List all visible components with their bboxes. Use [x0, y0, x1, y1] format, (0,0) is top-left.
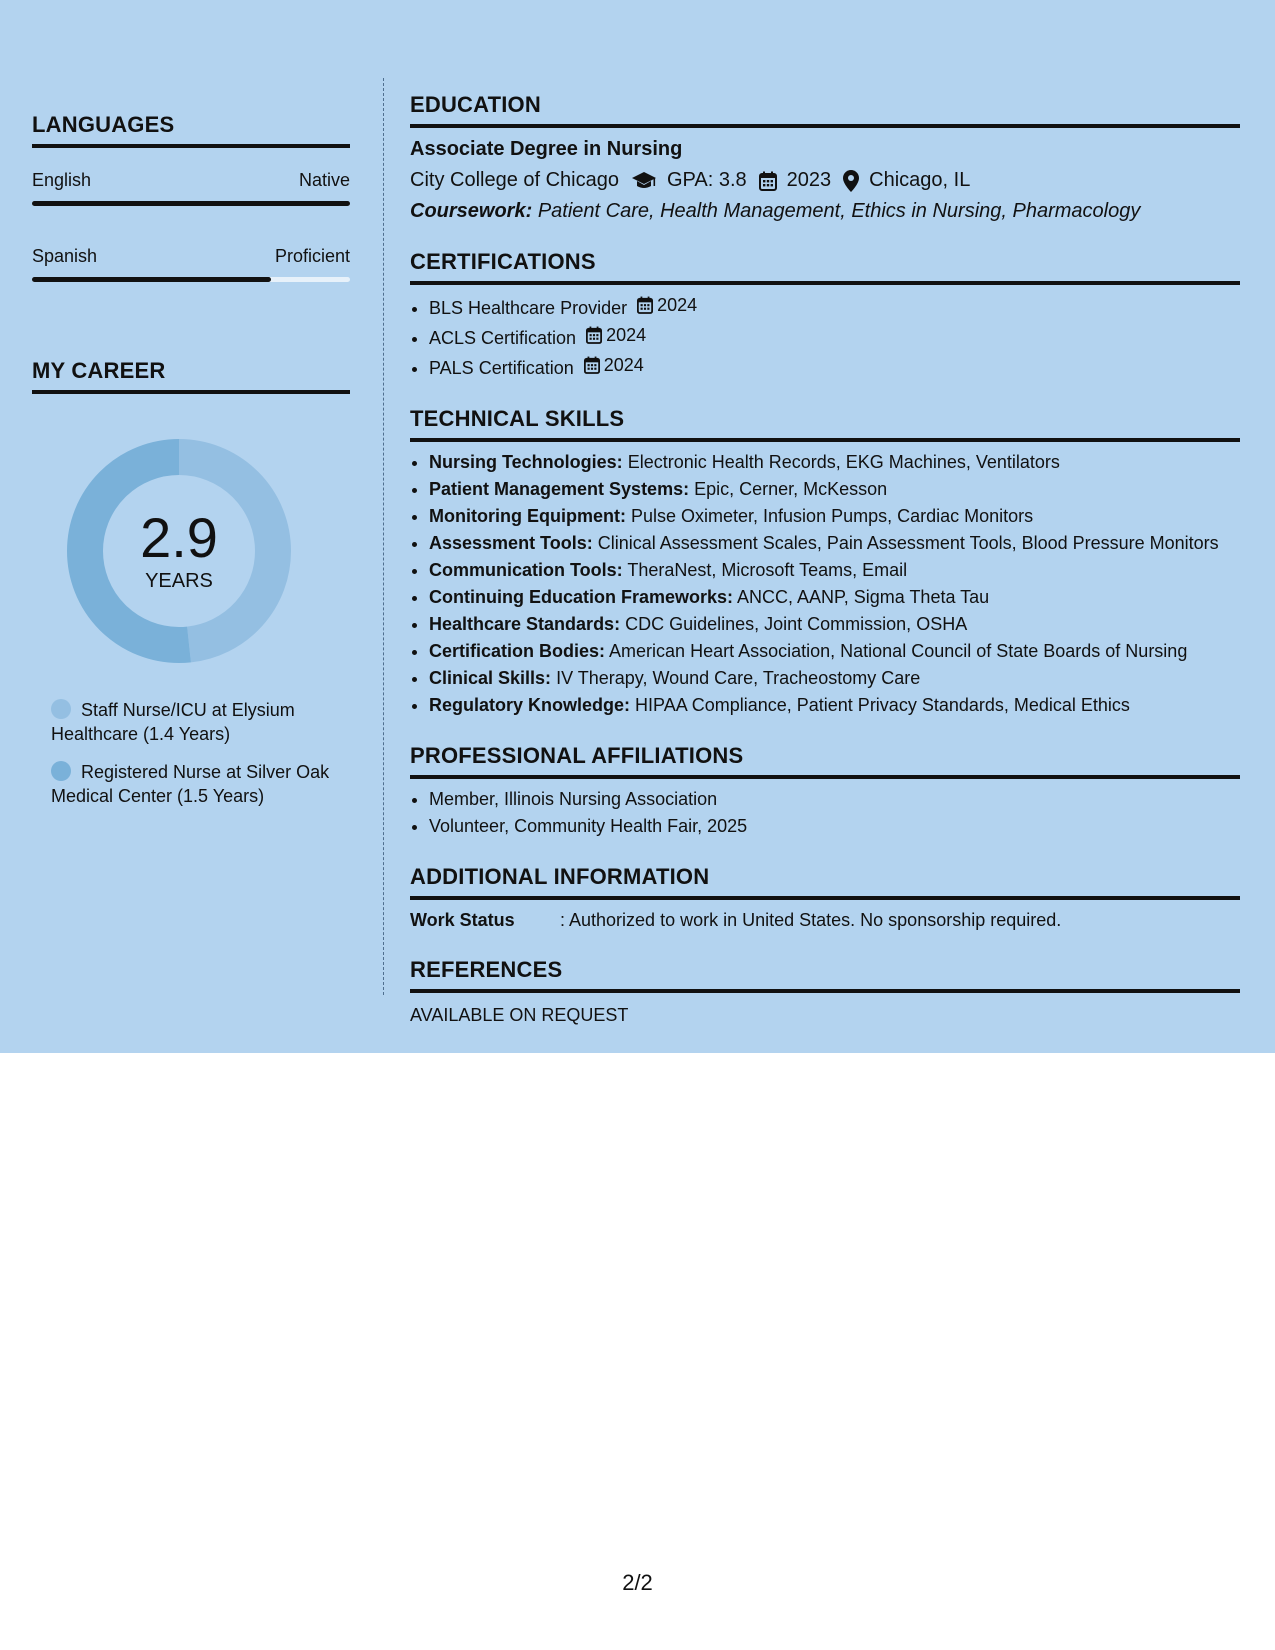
- column-divider: [383, 78, 384, 995]
- additional-information-title: ADDITIONAL INFORMATION: [410, 864, 1240, 900]
- list-item: [429, 666, 1240, 690]
- list-item: [429, 558, 1240, 582]
- certification-year: 2024: [603, 355, 644, 375]
- certification-year: 2024: [606, 325, 647, 345]
- list-item: [429, 531, 1240, 555]
- language-item-english: [32, 170, 350, 206]
- language-name: Spanish: [32, 246, 98, 266]
- skill-label: Regulatory Knowledge:: [429, 695, 631, 715]
- skill-value: IV Therapy, Wound Care, Tracheostomy Care: [556, 668, 921, 688]
- list-item: [429, 477, 1240, 501]
- list-item: [429, 450, 1240, 474]
- work-status-label: Work Status: [410, 910, 515, 930]
- technical-skills-title: TECHNICAL SKILLS: [410, 406, 1240, 442]
- coursework-text: Patient Care, Health Management, Ethics in Nursing, Pharmacology: [537, 200, 1141, 222]
- list-item: • Volunteer, Community Health Fair, 2025: [429, 814, 1240, 838]
- career-total-years: 2.9: [140, 505, 218, 569]
- skill-label: Clinical Skills:: [429, 668, 552, 688]
- work-status-row: [410, 910, 1240, 931]
- legend-dot: [51, 699, 71, 719]
- technical-skills-section: [410, 406, 1240, 717]
- certification-name: BLS Healthcare Provider: [429, 298, 628, 318]
- list-item: • Member, Illinois Nursing Association: [429, 787, 1240, 811]
- work-status-value: : Authorized to work in United States. No sponsorship required.: [560, 910, 1062, 930]
- calendar-icon: [586, 326, 602, 344]
- skill-value: Clinical Assessment Scales, Pain Assessment Tools, Blood Pressure Monitors: [597, 533, 1219, 553]
- skill-value: Epic, Cerner, McKesson: [694, 479, 888, 499]
- references-title: REFERENCES: [410, 957, 1240, 993]
- skill-label: Healthcare Standards:: [429, 614, 621, 634]
- legend-label: Staff Nurse/ICU at Elysium Healthcare (1.4 Years): [51, 700, 295, 744]
- legend-dot: [51, 761, 71, 781]
- language-proficiency-bar: [32, 201, 350, 206]
- list-item: [429, 693, 1240, 717]
- skill-label: Monitoring Equipment:: [429, 506, 626, 526]
- coursework-label: Coursework:: [410, 200, 533, 222]
- additional-information-section: [410, 864, 1240, 931]
- skill-label: Continuing Education Frameworks:: [429, 587, 734, 607]
- skill-value: ANCC, AANP, Sigma Theta Tau: [737, 587, 990, 607]
- languages-title: LANGUAGES: [32, 112, 350, 148]
- certification-name: PALS Certification: [429, 358, 574, 378]
- career-legend-item: [51, 760, 341, 808]
- affiliations-section: [410, 743, 1240, 838]
- language-proficiency-bar: [32, 277, 350, 282]
- graduation-cap-icon: [631, 171, 657, 191]
- skill-value: Pulse Oximeter, Infusion Pumps, Cardiac Monitors: [630, 506, 1034, 526]
- calendar-icon: [637, 296, 653, 314]
- skill-label: Communication Tools:: [429, 560, 623, 580]
- list-item: [429, 639, 1240, 663]
- education-section: [410, 92, 1240, 223]
- skill-value: TheraNest, Microsoft Teams, Email: [627, 560, 908, 580]
- skill-label: Assessment Tools:: [429, 533, 593, 553]
- affiliations-title: PROFESSIONAL AFFILIATIONS: [410, 743, 1240, 779]
- school-name: City College of Chicago: [410, 169, 619, 191]
- skill-label: Patient Management Systems:: [429, 479, 690, 499]
- references-section: [410, 957, 1240, 1026]
- education-title: EDUCATION: [410, 92, 1240, 128]
- coursework: [410, 200, 1240, 223]
- career-legend-item: [51, 698, 341, 746]
- graduation-year: 2023: [786, 169, 832, 191]
- legend-label: Registered Nurse at Silver Oak Medical Center (1.5 Years): [51, 762, 330, 806]
- skill-value: American Heart Association, National Council of State Boards of Nursing: [609, 641, 1188, 661]
- skill-value: HIPAA Compliance, Patient Privacy Standards, Medical Ethics: [635, 695, 1130, 715]
- location-pin-icon: [843, 170, 859, 192]
- certifications-section: [410, 249, 1240, 380]
- language-level: Native: [298, 170, 350, 190]
- degree-name: Associate Degree in Nursing: [410, 138, 683, 160]
- certifications-list: [410, 293, 1240, 380]
- references-text: AVAILABLE ON REQUEST: [410, 1005, 629, 1025]
- career-title: MY CAREER: [32, 358, 350, 394]
- gpa: GPA: 3.8: [667, 169, 747, 191]
- affiliations-list: [410, 787, 1240, 838]
- list-item: [429, 504, 1240, 528]
- certifications-title: CERTIFICATIONS: [410, 249, 1240, 285]
- list-item: [429, 323, 1240, 350]
- page-number: 2/2: [622, 1570, 653, 1595]
- list-item: [429, 353, 1240, 380]
- career-donut-chart: [66, 438, 292, 664]
- language-proficiency-fill: [32, 201, 350, 206]
- certification-year: 2024: [657, 295, 698, 315]
- education-location: Chicago, IL: [869, 169, 971, 191]
- language-level: Proficient: [274, 246, 350, 266]
- calendar-icon: [759, 171, 777, 191]
- skill-value: CDC Guidelines, Joint Commission, OSHA: [625, 614, 968, 634]
- career-years-unit: YEARS: [145, 569, 213, 592]
- skill-label: Nursing Technologies:: [429, 452, 623, 472]
- career-legend: [51, 698, 341, 808]
- skills-list: [410, 450, 1240, 717]
- list-item: [429, 293, 1240, 320]
- main-content: [410, 92, 1240, 1026]
- language-proficiency-fill: [32, 277, 271, 282]
- calendar-icon: [584, 356, 600, 374]
- certification-name: ACLS Certification: [429, 328, 577, 348]
- sidebar: [32, 80, 350, 822]
- list-item: [429, 612, 1240, 636]
- language-item-spanish: [32, 246, 350, 282]
- skill-value: Electronic Health Records, EKG Machines, Ventilators: [627, 452, 1060, 472]
- language-name: English: [32, 170, 92, 190]
- skill-label: Certification Bodies:: [429, 641, 606, 661]
- list-item: [429, 585, 1240, 609]
- education-meta: [410, 169, 1240, 192]
